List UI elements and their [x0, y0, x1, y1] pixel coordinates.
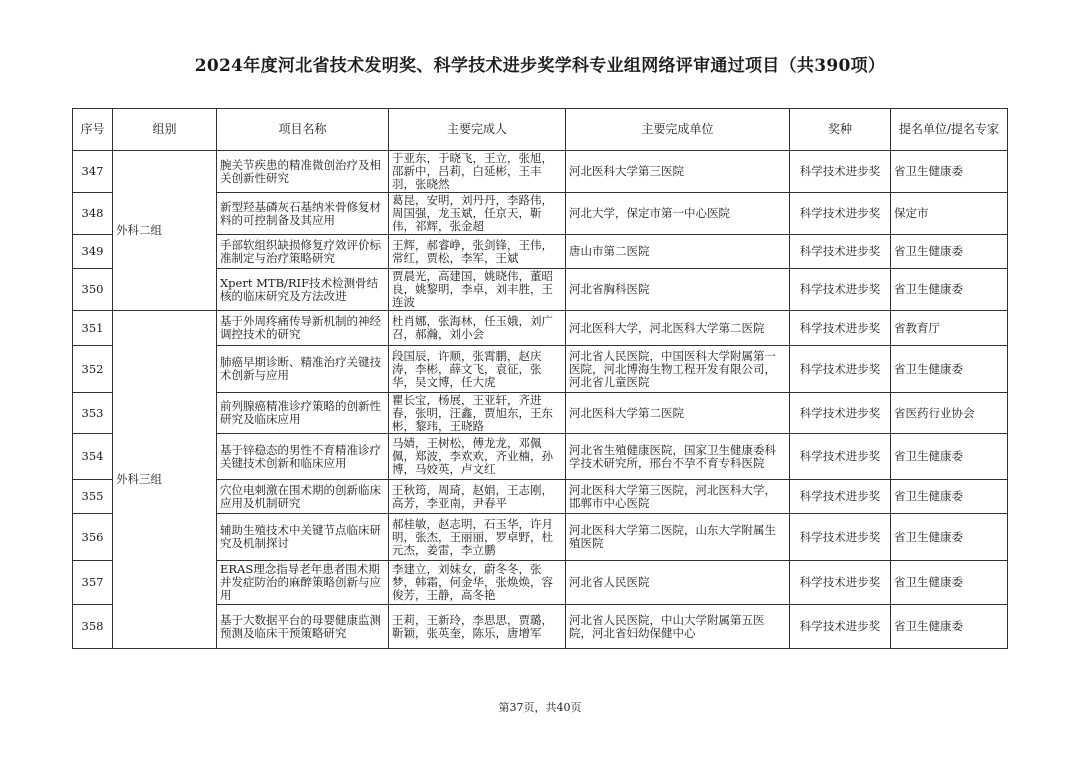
header-unit: 主要完成单位	[566, 109, 790, 151]
row-unit: 河北医科大学第二医院	[566, 393, 790, 434]
row-people: 李建立，刘妹女，蔚冬冬，张梦，韩霜，何金华，张焕焕，容俊芳，王静，高冬艳	[389, 561, 566, 605]
row-no: 350	[73, 269, 113, 311]
header-nominator: 提名单位/提名专家	[891, 109, 1008, 151]
table-header-row	[73, 109, 1008, 151]
row-award: 科学技术进步奖	[790, 269, 891, 311]
row-unit: 河北医科大学第三医院，河北医科大学，邯郸市中心医院	[566, 480, 790, 514]
row-people: 贾晨光，高建国，姚晓伟，董昭良，姚黎明，李卓，刘丰胜，王连波	[389, 269, 566, 311]
row-people: 葛昆，安明，刘丹丹，李路伟，周国强，龙玉斌，任京天，靳伟，祁辉，张金超	[389, 193, 566, 235]
row-award: 科学技术进步奖	[790, 311, 891, 346]
projects-table	[72, 108, 1008, 649]
row-no: 356	[73, 514, 113, 561]
table-row	[73, 311, 1008, 346]
row-no: 357	[73, 561, 113, 605]
row-unit: 河北大学，保定市第一中心医院	[566, 193, 790, 235]
row-project-name: 腕关节疾患的精准微创治疗及相关创新性研究	[217, 151, 389, 193]
row-award: 科学技术进步奖	[790, 193, 891, 235]
row-unit: 河北医科大学第三医院	[566, 151, 790, 193]
row-no: 358	[73, 605, 113, 649]
row-no: 353	[73, 393, 113, 434]
row-award: 科学技术进步奖	[790, 605, 891, 649]
row-nominator: 省卫生健康委	[891, 480, 1008, 514]
row-nominator: 省卫生健康委	[891, 605, 1008, 649]
row-award: 科学技术进步奖	[790, 235, 891, 269]
group-cell: 外科二组	[113, 151, 217, 311]
row-project-name: 新型羟基磷灰石基纳米骨修复材料的可控制备及其应用	[217, 193, 389, 235]
row-award: 科学技术进步奖	[790, 434, 891, 480]
row-people: 杜肖娜，张海林，任玉娥，刘广召，郝瀚，刘小会	[389, 311, 566, 346]
row-people: 于亚东，于晓飞，王立，张旭，邵新中，吕莉，白延彬，王丰羽，张晓然	[389, 151, 566, 193]
row-people: 郝桂敏，赵志明，石玉华，许月明，张杰，王丽丽，罗卓野，杜元杰，姜雷，李立鹏	[389, 514, 566, 561]
header-no: 序号	[73, 109, 113, 151]
row-project-name: 基于锌稳态的男性不育精准诊疗关键技术创新和临床应用	[217, 434, 389, 480]
row-no: 354	[73, 434, 113, 480]
row-award: 科学技术进步奖	[790, 561, 891, 605]
row-people: 王莉，王新玲，李思思，贾璐，靳颖，张英奎，陈乐，唐增军	[389, 605, 566, 649]
row-people: 王辉，郝睿峥，张剑锋，王伟，常红，贾松，李军，王斌	[389, 235, 566, 269]
row-nominator: 省教育厅	[891, 311, 1008, 346]
row-award: 科学技术进步奖	[790, 480, 891, 514]
row-people: 段国辰，许顺，张霄鹏，赵庆涛，李彬，薛文飞，袁征，张华，吴文博，任大虎	[389, 346, 566, 393]
row-project-name: Xpert MTB/RIF技术检测骨结核的临床研究及方法改进	[217, 269, 389, 311]
row-people: 马婧，王树松，傅龙龙，邓佩佩，郑波，李欢欢，齐业楠，孙博，马姣英，卢文红	[389, 434, 566, 480]
row-nominator: 省卫生健康委	[891, 514, 1008, 561]
row-nominator: 省卫生健康委	[891, 346, 1008, 393]
row-unit: 河北医科大学，河北医科大学第二医院	[566, 311, 790, 346]
row-unit: 河北省人民医院，中山大学附属第五医院，河北省妇幼保健中心	[566, 605, 790, 649]
row-no: 355	[73, 480, 113, 514]
page-footer: 第37页，共40页	[498, 701, 582, 714]
row-people: 瞿长宝，杨展，王亚轩，齐进春，张明，汪鑫，贾旭东，王东彬，黎玮，王晓路	[389, 393, 566, 434]
row-nominator: 保定市	[891, 193, 1008, 235]
row-award: 科学技术进步奖	[790, 151, 891, 193]
row-unit: 唐山市第二医院	[566, 235, 790, 269]
row-project-name: 肺癌早期诊断、精准治疗关键技术创新与应用	[217, 346, 389, 393]
row-nominator: 省卫生健康委	[891, 151, 1008, 193]
row-unit: 河北省胸科医院	[566, 269, 790, 311]
row-project-name: 前列腺癌精准诊疗策略的创新性研究及临床应用	[217, 393, 389, 434]
header-project-name: 项目名称	[217, 109, 389, 151]
row-project-name: 基于外周疼痛传导新机制的神经调控技术的研究	[217, 311, 389, 346]
row-nominator: 省医药行业协会	[891, 393, 1008, 434]
row-nominator: 省卫生健康委	[891, 561, 1008, 605]
page-title: 2024年度河北省技术发明奖、科学技术进步奖学科专业组网络评审通过项目（共390项）	[194, 56, 886, 76]
row-nominator: 省卫生健康委	[891, 269, 1008, 311]
row-award: 科学技术进步奖	[790, 514, 891, 561]
row-award: 科学技术进步奖	[790, 346, 891, 393]
group-cell: 外科三组	[113, 311, 217, 649]
header-group: 组别	[113, 109, 217, 151]
row-project-name: 穴位电刺激在围术期的创新临床应用及机制研究	[217, 480, 389, 514]
row-unit: 河北医科大学第二医院，山东大学附属生殖医院	[566, 514, 790, 561]
row-no: 352	[73, 346, 113, 393]
row-no: 347	[73, 151, 113, 193]
row-project-name: 辅助生殖技术中关键节点临床研究及机制探讨	[217, 514, 389, 561]
row-no: 351	[73, 311, 113, 346]
row-people: 王秋筠，周琦，赵娟，王志刚，高芳，李亚南，尹春平	[389, 480, 566, 514]
row-project-name: ERAS理念指导老年患者围术期并发症防治的麻醉策略创新与应用	[217, 561, 389, 605]
row-no: 348	[73, 193, 113, 235]
row-project-name: 手部软组织缺损修复疗效评价标准制定与治疗策略研究	[217, 235, 389, 269]
table-row	[73, 151, 1008, 193]
row-nominator: 省卫生健康委	[891, 434, 1008, 480]
row-nominator: 省卫生健康委	[891, 235, 1008, 269]
header-people: 主要完成人	[389, 109, 566, 151]
row-project-name: 基于大数据平台的母婴健康监测预测及临床干预策略研究	[217, 605, 389, 649]
row-no: 349	[73, 235, 113, 269]
row-unit: 河北省生殖健康医院，国家卫生健康委科学技术研究所，邢台不孕不育专科医院	[566, 434, 790, 480]
header-award: 奖种	[790, 109, 891, 151]
row-unit: 河北省人民医院，中国医科大学附属第一医院，河北博海生物工程开发有限公司，河北省儿童医院	[566, 346, 790, 393]
row-award: 科学技术进步奖	[790, 393, 891, 434]
row-unit: 河北省人民医院	[566, 561, 790, 605]
